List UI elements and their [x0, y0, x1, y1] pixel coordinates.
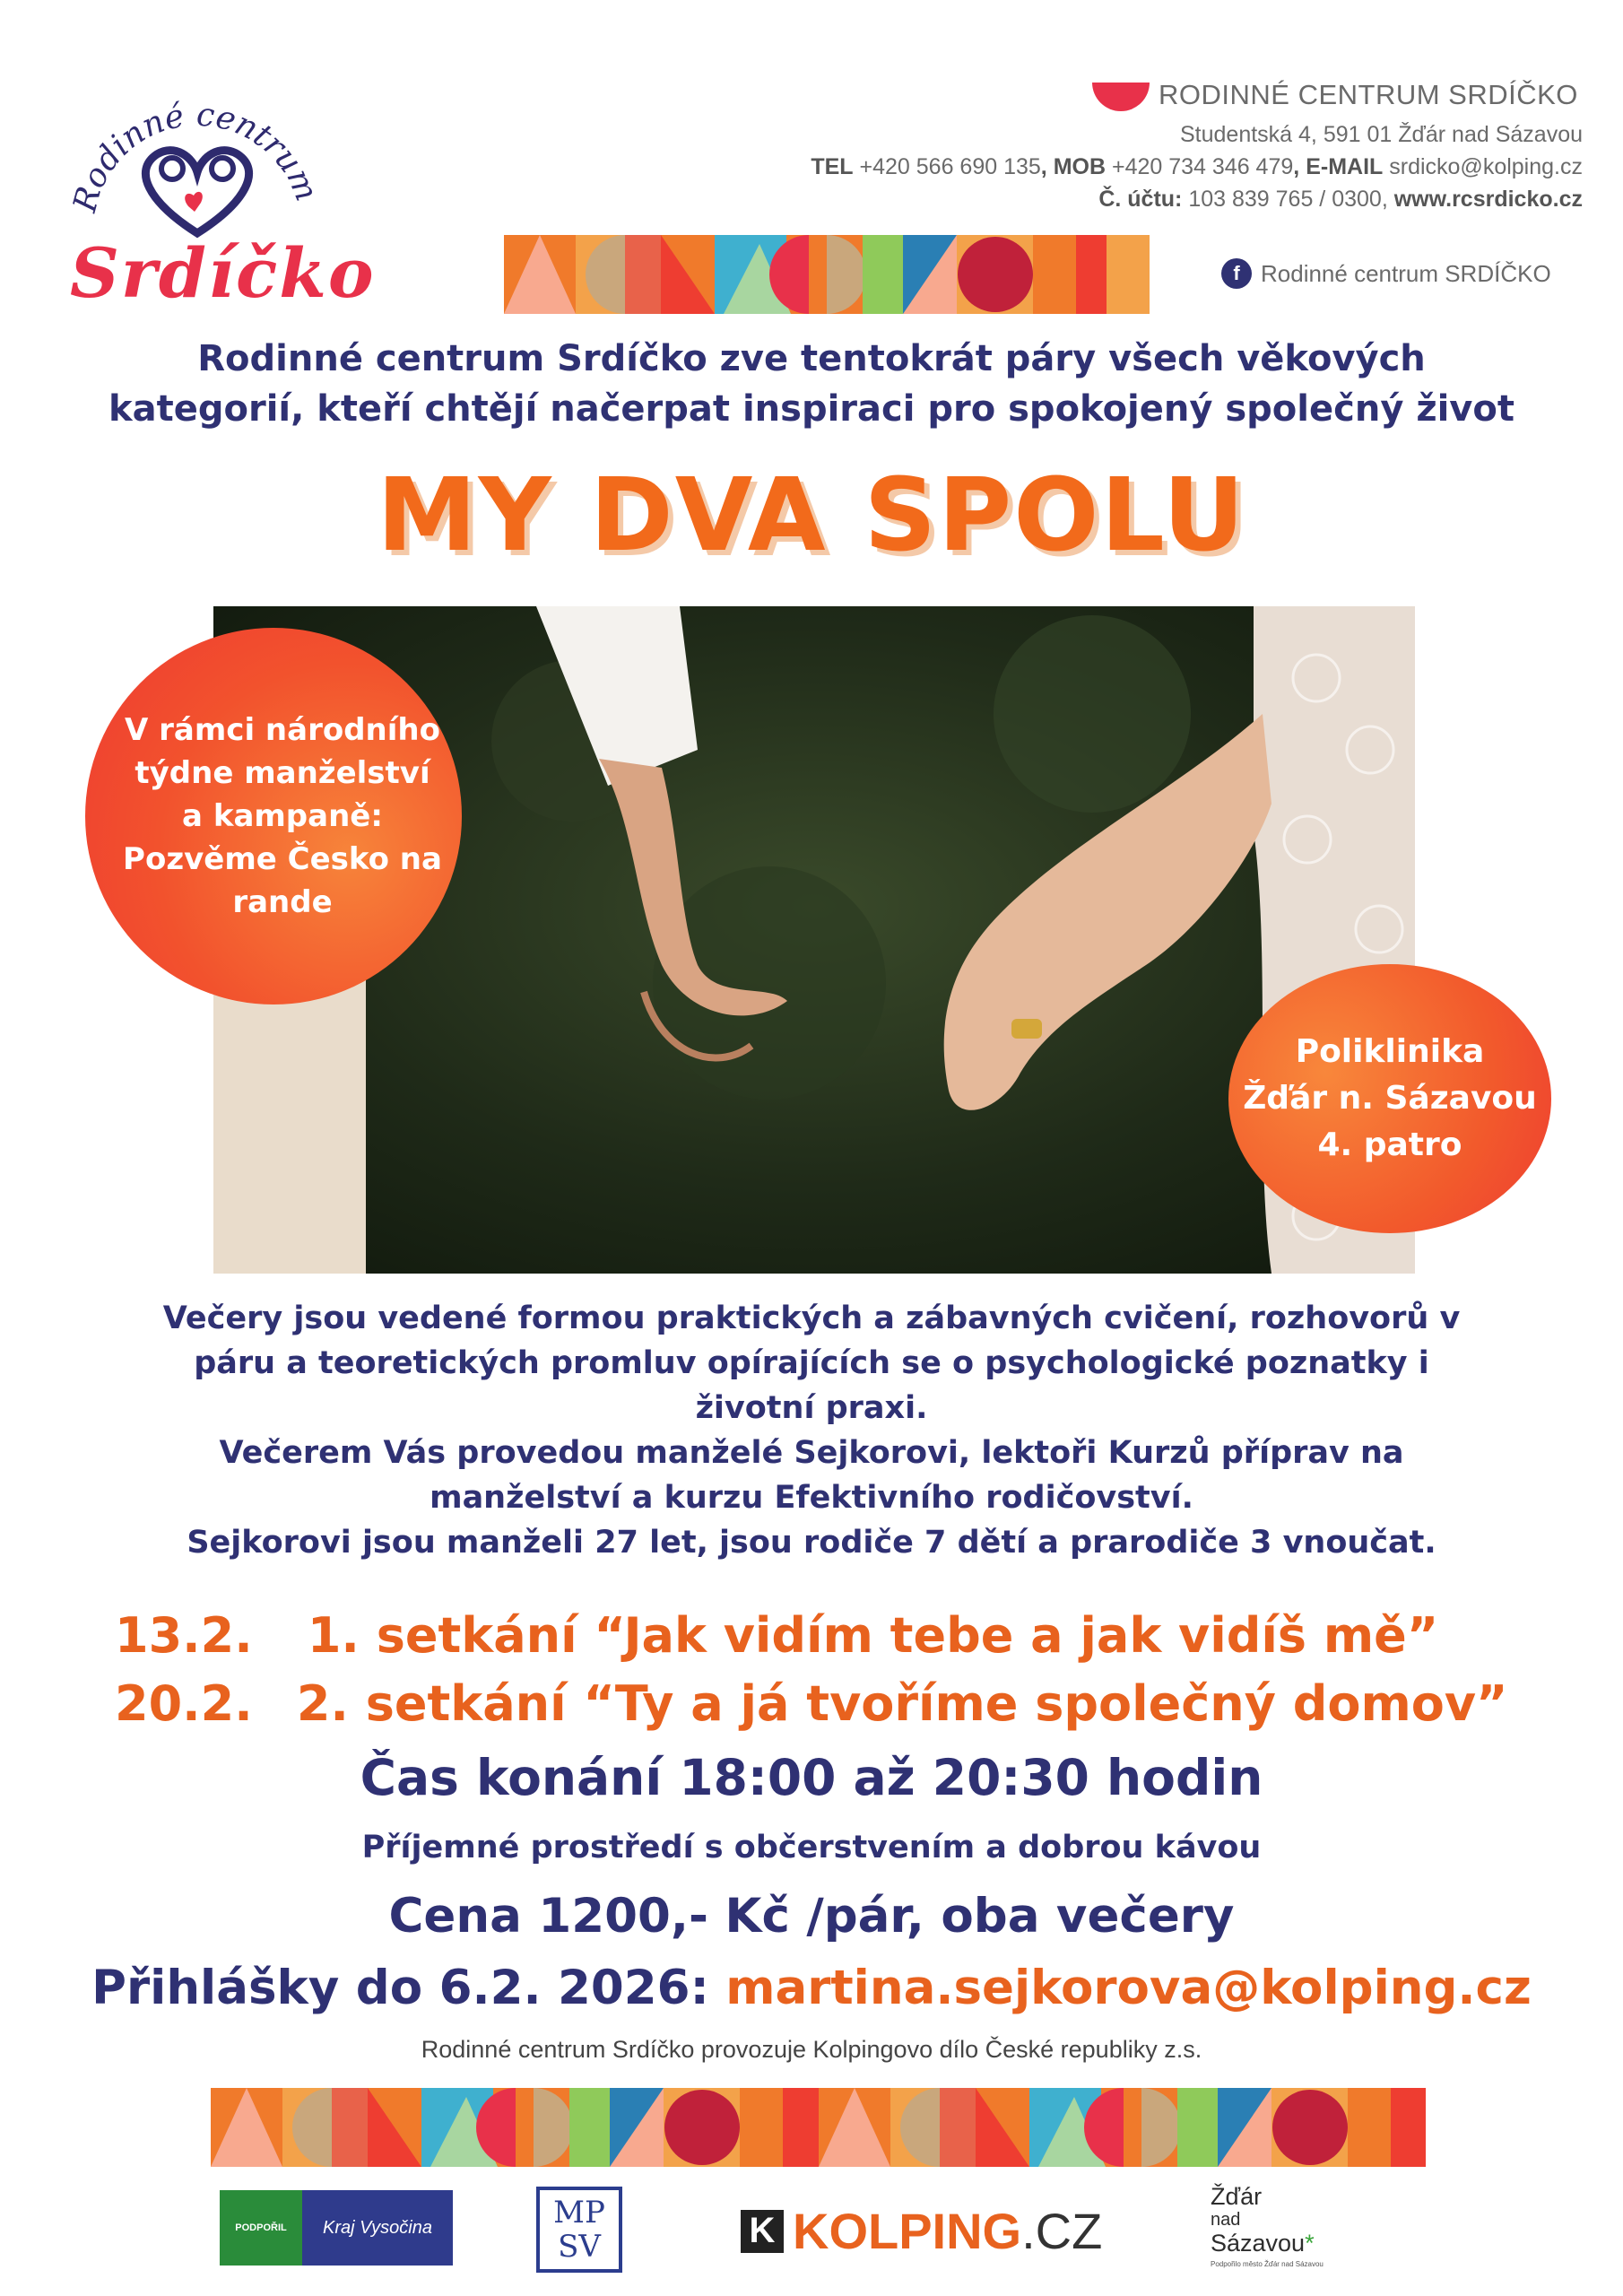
sponsor-vysocina-small: PODPOŘIL — [220, 2190, 302, 2266]
kolping-name: KOLPING — [793, 2203, 1022, 2259]
session-2 — [115, 1675, 1508, 1732]
header-address — [677, 122, 1583, 148]
description-line-3: životní praxi. — [695, 1390, 928, 1426]
account-value: 103 839 765 / 0300 — [1188, 187, 1382, 212]
decorative-strip-top — [504, 235, 1150, 314]
location-badge-line-1: Poliklinika — [1295, 1033, 1485, 1070]
tel-value: +420 566 690 135 — [859, 154, 1041, 179]
facebook-line[interactable] — [1221, 258, 1551, 289]
facebook-icon: f — [1221, 258, 1252, 289]
email-label: E-MAIL — [1306, 154, 1384, 179]
description-line-2: páru a teoretických promluv opírajících se o psychologické poznatky i — [194, 1345, 1429, 1381]
logo-arc-text: Rodinné centrum — [66, 96, 325, 216]
header-red-half-circle — [1092, 83, 1150, 111]
sponsor-vysocina-name: Kraj Vysočina — [302, 2190, 453, 2266]
location-badge-line-2: Žďár n. Sázavou — [1243, 1080, 1537, 1117]
zdar-note: Podpořilo město Žďár nad Sázavou — [1211, 2260, 1324, 2268]
logo-name: Srdíčko — [70, 233, 376, 313]
intro-text — [108, 334, 1515, 434]
campaign-badge-line-3: a kampaně: — [182, 798, 383, 834]
sponsor-mpsv-logo — [536, 2187, 622, 2273]
ambience-note: Příjemné prostředí s občerstvením a dobrou kávou — [361, 1830, 1262, 1866]
zdar-line-2: nad — [1211, 2210, 1241, 2230]
session-2-date: 20.2. — [115, 1675, 253, 1732]
facebook-label: Rodinné centrum SRDÍČKO — [1261, 259, 1551, 287]
page-title: MY DVA SPOLU — [377, 457, 1246, 574]
zdar-line-3: Sázavou* — [1211, 2230, 1315, 2257]
description-line-4: Večerem Vás provedou manželé Sejkorovi, lektoři Kurzů příprav na — [219, 1435, 1404, 1471]
website-link[interactable]: www.rcsrdicko.cz — [1393, 187, 1583, 212]
session-2-label: 2. setkání “Ty a já tvoříme společný domov” — [296, 1675, 1508, 1732]
session-1-label: 1. setkání “Jak vidím tebe a jak vidíš mě” — [307, 1607, 1439, 1664]
mob-value: +420 734 346 479 — [1111, 154, 1294, 179]
star-icon: * — [1305, 2230, 1315, 2257]
description — [90, 1296, 1533, 1565]
campaign-badge-line-1: V rámci národního — [125, 712, 440, 748]
email-value[interactable]: srdicko@kolping.cz — [1389, 154, 1583, 179]
campaign-badge-line-4: Pozvěme Česko na — [123, 841, 442, 877]
location-badge — [1228, 964, 1551, 1233]
registration-label: Přihlášky do 6.2. 2026: — [91, 1961, 709, 2015]
tel-label: TEL — [811, 154, 854, 179]
mpsv-bottom: SV — [558, 2229, 601, 2265]
event-time: Čas konání 18:00 až 20:30 hodin — [360, 1749, 1263, 1806]
header-phone-line: TEL +420 566 690 135, MOB +420 734 346 479, E-MAIL srdicko@kolping.cz — [811, 154, 1583, 179]
kolping-mark: K — [741, 2210, 784, 2253]
registration-email[interactable]: martina.sejkorova@kolping.cz — [725, 1961, 1532, 2015]
registration — [0, 1961, 1623, 2015]
sponsor-kraj-vysocina-logo — [220, 2190, 453, 2266]
mob-label: MOB — [1053, 154, 1107, 179]
location-badge-line-3: 4. patro — [1317, 1126, 1462, 1163]
session-1-date: 13.2. — [115, 1607, 253, 1664]
account-label: Č. účtu: — [1098, 187, 1183, 212]
header-org-name: RODINNÉ CENTRUM SRDÍČKO — [1159, 79, 1578, 110]
address-text: Studentská 4, 591 01 Žďár nad Sázavou — [1180, 122, 1583, 147]
session-1 — [115, 1607, 1438, 1664]
campaign-badge-line-2: týdne manželství — [135, 755, 430, 791]
header-account-line: Č. účtu: 103 839 765 / 0300, www.rcsrdicko.cz — [1098, 187, 1583, 212]
mpsv-top: MP — [553, 2195, 605, 2231]
description-line-5: manželství a kurzu Efektivního rodičovství. — [430, 1480, 1193, 1516]
price: Cena 1200,- Kč /pár, oba večery — [388, 1889, 1235, 1944]
intro-line-2: kategorií, kteří chtějí načerpat inspiraci pro spokojený společný život — [108, 388, 1515, 430]
intro-line-1: Rodinné centrum Srdíčko zve tentokrát páry všech věkových — [197, 338, 1426, 379]
campaign-badge — [85, 628, 462, 1004]
decorative-strip-bottom — [211, 2088, 1426, 2167]
campaign-badge-line-5: rande — [232, 884, 333, 920]
zdar-line-1: Žďár — [1211, 2183, 1263, 2210]
description-line-6: Sejkorovi jsou manželi 27 let, jsou rodiče 7 dětí a prarodiče 3 vnoučat. — [187, 1525, 1436, 1561]
operator-note: Rodinné centrum Srdíčko provozuje Kolpingovo dílo České republiky z.s. — [421, 2036, 1202, 2063]
kolping-tld: .CZ — [1021, 2203, 1103, 2259]
sponsor-zdar-logo — [1211, 2185, 1324, 2269]
sponsor-kolping-logo — [741, 2202, 1102, 2260]
description-line-1: Večery jsou vedené formou praktických a zábavných cvičení, rozhovorů v — [162, 1300, 1461, 1336]
